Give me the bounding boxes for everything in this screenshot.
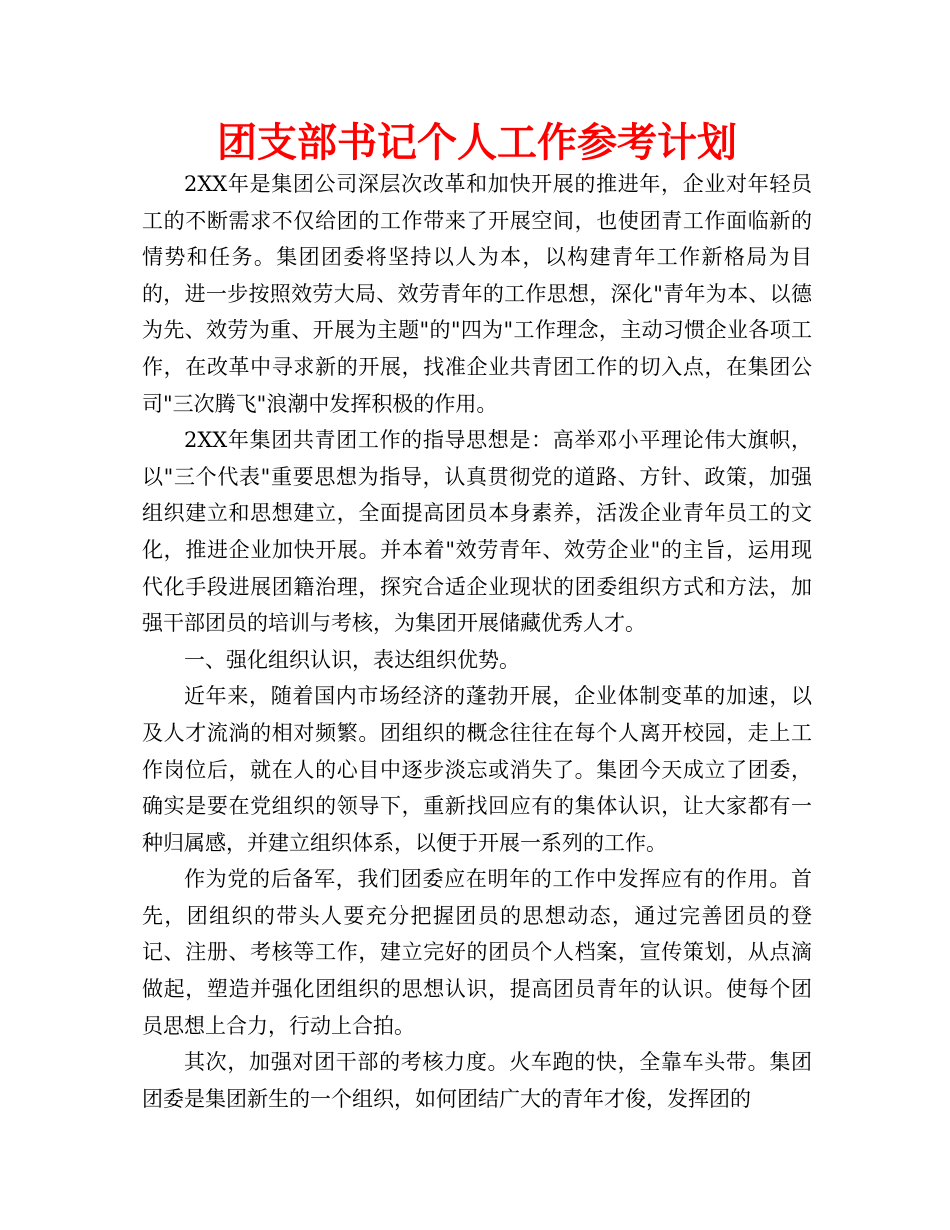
section-heading-1: 一、强化组织认识，表达组织优势。 (184, 647, 520, 672)
paragraph-5: 其次，加强对团干部的考核力度。火车跑的快，全靠车头带。集团团委是集团新生的一个组织，如何团结广大的青年才俊，发挥团的 (142, 1050, 812, 1111)
paragraph-2: 2XX年集团共青团工作的指导思想是：高举邓小平理论伟大旗帜，以"三个代表"重要思想为指导，认真贯彻党的道路、方针、政策，加强组织建立和思想建立，全面提高团员本身素养，活泼企业青年员工的文化，推进企业加快开展。并本着"效劳青年、效劳企业"的主旨，运用现代化手段进展团籍治理，探究合适企业现状的团委组织方式和方法，加强干部团员的培训与考核，为集团开展储藏优秀人才。 (142, 428, 812, 636)
document-title: 团支部书记个人工作参考计划 (217, 120, 737, 166)
paragraph-4: 作为党的后备军，我们团委应在明年的工作中发挥应有的作用。首先，团组织的带头人要充分把握团员的思想动态，通过完善团员的登记、注册、考核等工作，建立完好的团员个人档案，宣传策划，从点滴做起，塑造并强化团组织的思想认识，提高团员青年的认识。使每个团员思想上合力，行动上合拍。 (142, 867, 812, 1038)
paragraph-3: 近年来，随着国内市场经济的蓬勃开展，企业体制变革的加速，以及人才流淌的相对频繁。团组织的概念往往在每个人离开校园，走上工作岗位后，就在人的心目中逐步淡忘或消失了。集团今天成立了团委，确实是要在党组织的领导下，重新找回应有的集体认识，让大家都有一种归属感，并建立组织体系，以便于开展一系列的工作。 (142, 684, 812, 855)
document-page (142, 120, 812, 1180)
paragraph-1: 2XX年是集团公司深层次改革和加快开展的推进年，企业对年轻员工的不断需求不仅给团的工作带来了开展空间，也使团青工作面临新的情势和任务。集团团委将坚持以人为本，以构建青年工作新格局为目的，进一步按照效劳大局、效劳青年的工作思想，深化"青年为本、以德为先、效劳为重、开展为主题"的"四为"工作理念，主动习惯企业各项工作，在改革中寻求新的开展，找准企业共青团工作的切入点，在集团公司"三次腾飞"浪潮中发挥积极的作用。 (142, 172, 812, 416)
